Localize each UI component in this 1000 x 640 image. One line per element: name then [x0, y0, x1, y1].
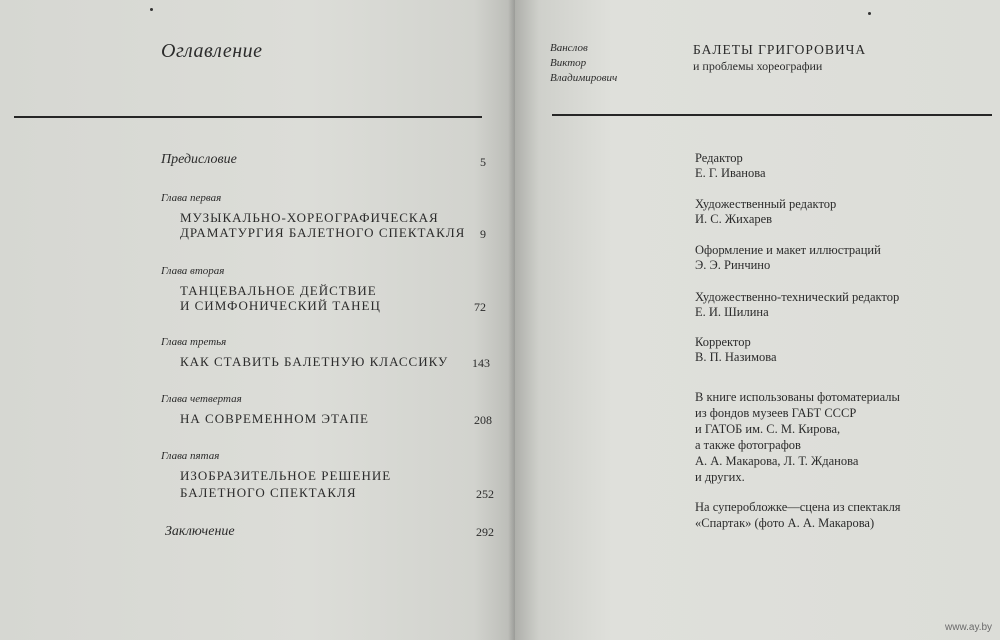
toc-chapter-2-title-line-1: ТАНЦЕВАЛЬНОЕ ДЕЙСТВИЕ — [180, 283, 377, 298]
author-patronymic: Владимирович — [550, 72, 618, 84]
contents-heading: Оглавление — [161, 40, 263, 62]
right-divider-rule — [552, 114, 992, 116]
paper-speck — [150, 8, 153, 11]
toc-entry-preface-page: 5 — [480, 155, 486, 169]
toc-chapter-5-label: Глава пятая — [161, 450, 220, 462]
author-first-name: Виктор — [550, 57, 587, 69]
photo-note-line-6: и других. — [695, 470, 745, 484]
photo-note-line-3: и ГАТОБ им. С. М. Кирова, — [695, 422, 841, 436]
book-subtitle: и проблемы хореографии — [693, 59, 823, 73]
credit-art-editor-role: Художественный редактор — [695, 197, 837, 211]
left-divider-rule — [14, 116, 482, 118]
credit-editor-name: Е. Г. Иванова — [695, 166, 766, 180]
toc-chapter-1-title-line-1: МУЗЫКАЛЬНО-ХОРЕОГРАФИЧЕСКАЯ — [180, 210, 439, 225]
credit-art-editor-name: И. С. Жихарев — [695, 212, 773, 226]
toc-chapter-1-label: Глава первая — [161, 192, 222, 204]
toc-chapter-3-label: Глава третья — [161, 336, 227, 348]
toc-entry-conclusion-page: 292 — [476, 525, 494, 539]
toc-chapter-3-title-line-1: КАК СТАВИТЬ БАЛЕТНУЮ КЛАССИКУ — [180, 354, 449, 369]
photo-note-line-5: А. А. Макарова, Л. Т. Жданова — [695, 454, 859, 468]
watermark: www.ay.by — [945, 622, 993, 633]
credit-layout-role: Оформление и макет иллюстраций — [695, 243, 881, 257]
photo-note-line-1: В книге использованы фотоматериалы — [695, 390, 900, 404]
cover-note-line-1: На суперобложке—сцена из спектакля — [695, 500, 901, 514]
toc-chapter-5-page: 252 — [476, 487, 494, 501]
right-page-imprint — [515, 0, 1000, 640]
toc-chapter-4-label: Глава четвертая — [161, 393, 242, 405]
toc-chapter-1-page: 9 — [480, 227, 486, 241]
toc-chapter-3-page: 143 — [472, 356, 490, 370]
toc-entry-preface-label: Предисловие — [161, 152, 237, 167]
toc-chapter-5-title-line-2: БАЛЕТНОГО СПЕКТАКЛЯ — [180, 485, 357, 500]
toc-chapter-4-page: 208 — [474, 413, 492, 427]
paper-speck — [868, 12, 871, 15]
credit-proofreader-name: В. П. Назимова — [695, 350, 777, 364]
toc-chapter-2-page: 72 — [474, 300, 486, 314]
photo-note-line-4: а также фотографов — [695, 438, 801, 452]
author-surname: Ванслов — [550, 42, 588, 54]
credit-editor-role: Редактор — [695, 151, 743, 165]
toc-entry-conclusion-label: Заключение — [165, 524, 235, 539]
toc-chapter-2-title-line-2: И СИМФОНИЧЕСКИЙ ТАНЕЦ — [180, 298, 381, 313]
toc-chapter-5-title-line-1: ИЗОБРАЗИТЕЛЬНОЕ РЕШЕНИЕ — [180, 468, 392, 483]
credit-tech-editor-name: Е. И. Шилина — [695, 305, 769, 319]
toc-chapter-4-title-line-1: НА СОВРЕМЕННОМ ЭТАПЕ — [180, 411, 369, 426]
toc-chapter-2-label: Глава вторая — [161, 265, 225, 277]
credit-tech-editor-role: Художественно-технический редактор — [695, 290, 900, 304]
photo-note-line-2: из фондов музеев ГАБТ СССР — [695, 406, 857, 420]
cover-note-line-2: «Спартак» (фото А. А. Макарова) — [695, 516, 875, 530]
toc-chapter-1-title-line-2: ДРАМАТУРГИЯ БАЛЕТНОГО СПЕКТАКЛЯ — [180, 225, 466, 240]
credit-layout-name: Э. Э. Ринчино — [695, 258, 771, 272]
credit-proofreader-role: Корректор — [695, 335, 751, 349]
book-title: БАЛЕТЫ ГРИГОРОВИЧА — [693, 42, 867, 57]
